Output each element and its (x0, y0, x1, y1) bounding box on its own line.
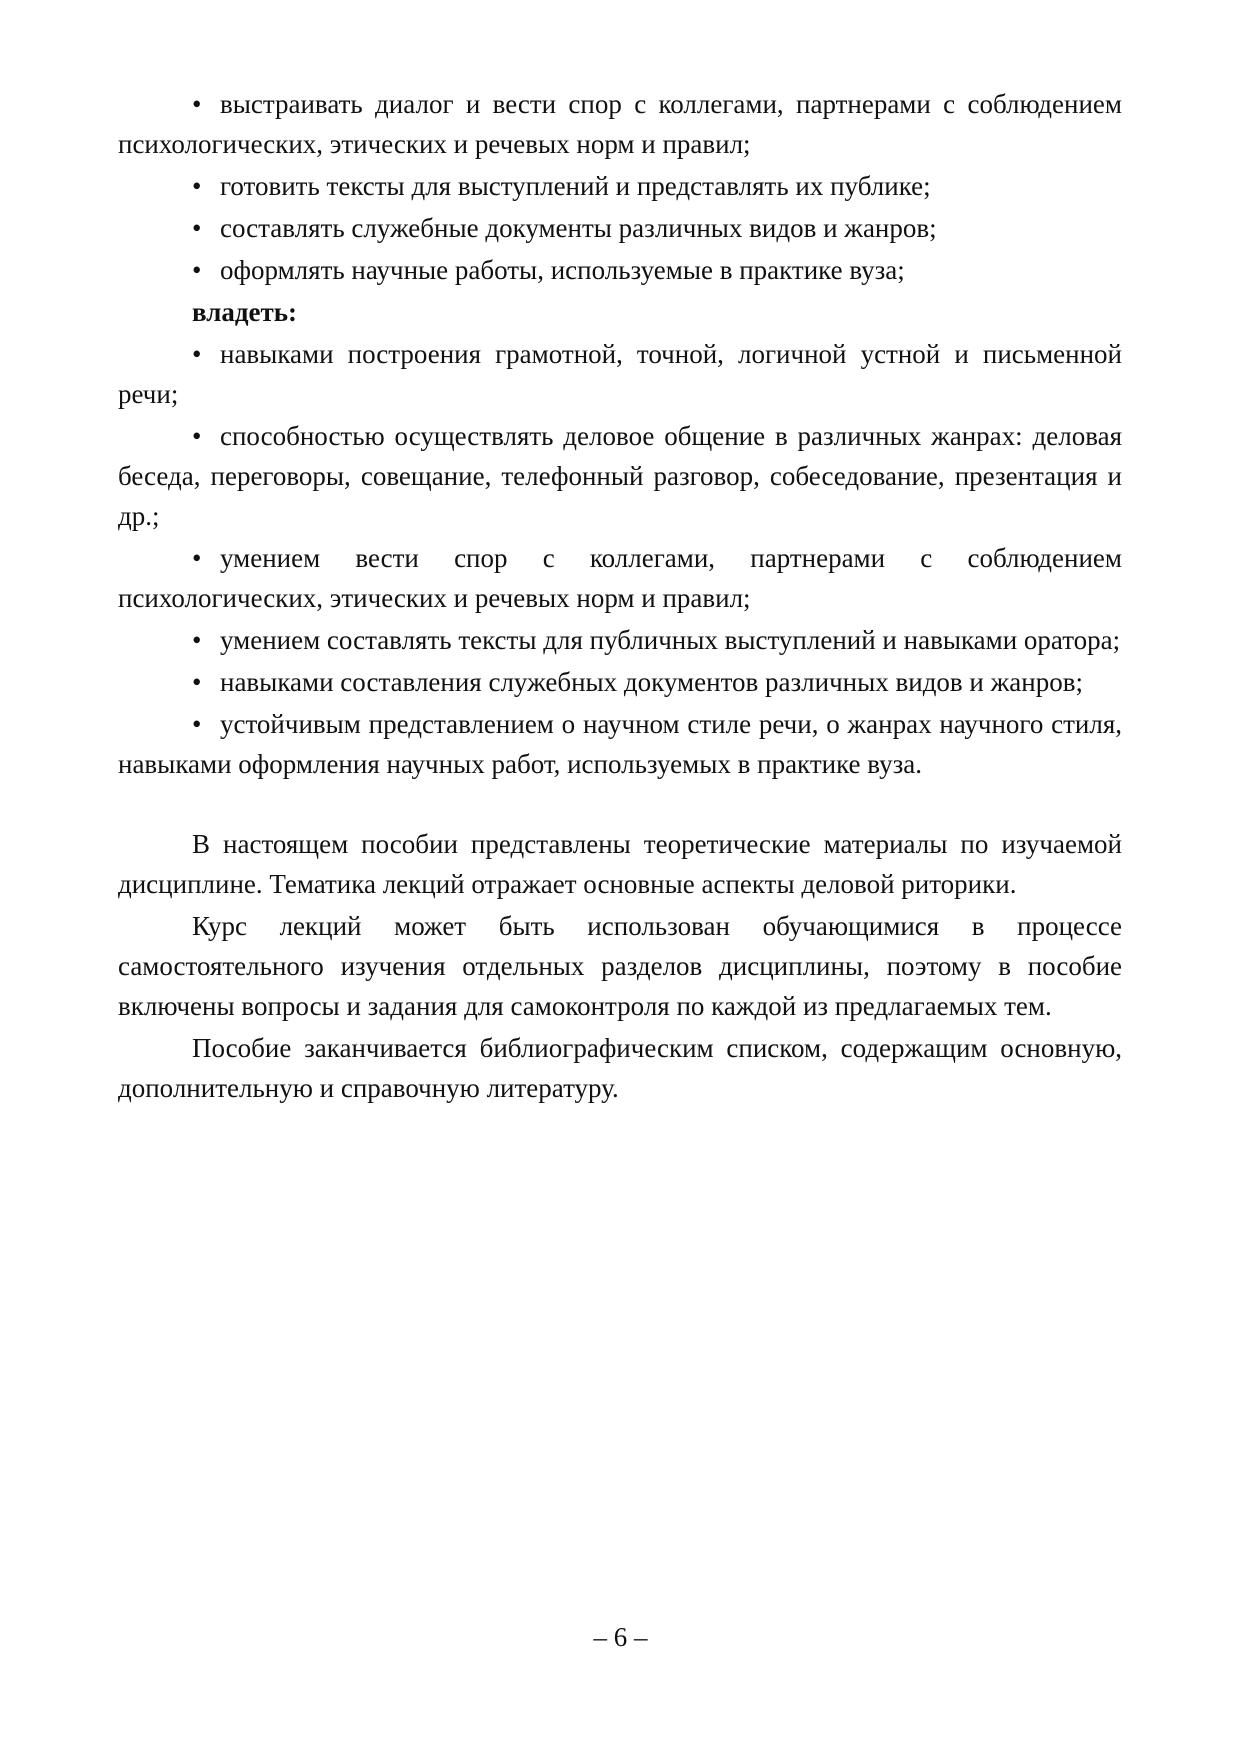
bullet-icon: • (192, 421, 202, 451)
list-item (118, 166, 1122, 206)
list-item-text: умением вести спор с коллегами, партнерами с соблюдением психологических, этических и речевых норм и правил; (118, 543, 1122, 613)
page-content (118, 84, 1122, 1110)
body-paragraph: В настоящем пособии представлены теоретические материалы по изучаемой дисциплине. Тематика лекций отражает основные аспекты деловой риторики. (118, 829, 1122, 899)
list-item-text: навыками составления служебных документов различных видов и жанров; (220, 667, 1083, 697)
bullet-icon: • (192, 709, 202, 739)
bullet-icon: • (192, 213, 202, 243)
list-item (118, 538, 1122, 618)
list-item (118, 84, 1122, 164)
body-paragraph: Пособие заканчивается библиографическим списком, содержащим основную, дополнительную и справочную литературу. (118, 1033, 1122, 1103)
list-item (118, 250, 1122, 290)
list-item (118, 704, 1122, 784)
list-item-text: способностью осуществлять деловое общение в различных жанрах: деловая беседа, переговоры, совещание, телефонный разговор, собеседование, презентация и др.; (118, 421, 1122, 531)
page-number: – 6 – (593, 1622, 648, 1652)
bullet-icon: • (192, 89, 202, 119)
section-subheading: владеть: (192, 297, 298, 327)
bullet-icon: • (192, 667, 202, 697)
list-item (118, 662, 1122, 702)
list-item (118, 620, 1122, 660)
bullet-icon: • (192, 625, 202, 655)
list-item (118, 208, 1122, 248)
section-gap (118, 786, 1122, 824)
list-item-text: оформлять научные работы, используемые в практике вуза; (220, 255, 905, 285)
body-paragraph: Курс лекций может быть использован обучающимися в процессе самостоятельного изучения отдельных разделов дисциплины, поэтому в пособие включены вопросы и задания для самоконтроля по каждой из предлагаемых тем. (118, 911, 1122, 1021)
list-item (118, 334, 1122, 414)
bullet-icon: • (192, 543, 202, 573)
list-item-text: составлять служебные документы различных видов и жанров; (220, 213, 937, 243)
list-item-text: устойчивым представлением о научном стиле речи, о жанрах научного стиля, навыками оформления научных работ, используемых в практике вуза. (118, 709, 1122, 779)
list-item-text: навыками построения грамотной, точной, логичной устной и письменной речи; (118, 339, 1122, 409)
list-item-text: умением составлять тексты для публичных выступлений и навыками оратора; (220, 625, 1121, 655)
bullet-icon: • (192, 339, 202, 369)
list-item-text: выстраивать диалог и вести спор с коллегами, партнерами с соблюдением психологических, этических и речевых норм и правил; (118, 89, 1122, 159)
bullet-icon: • (192, 171, 202, 201)
list-item (118, 416, 1122, 536)
bullet-icon: • (192, 255, 202, 285)
list-item-text: готовить тексты для выступлений и представлять их публике; (220, 171, 931, 201)
